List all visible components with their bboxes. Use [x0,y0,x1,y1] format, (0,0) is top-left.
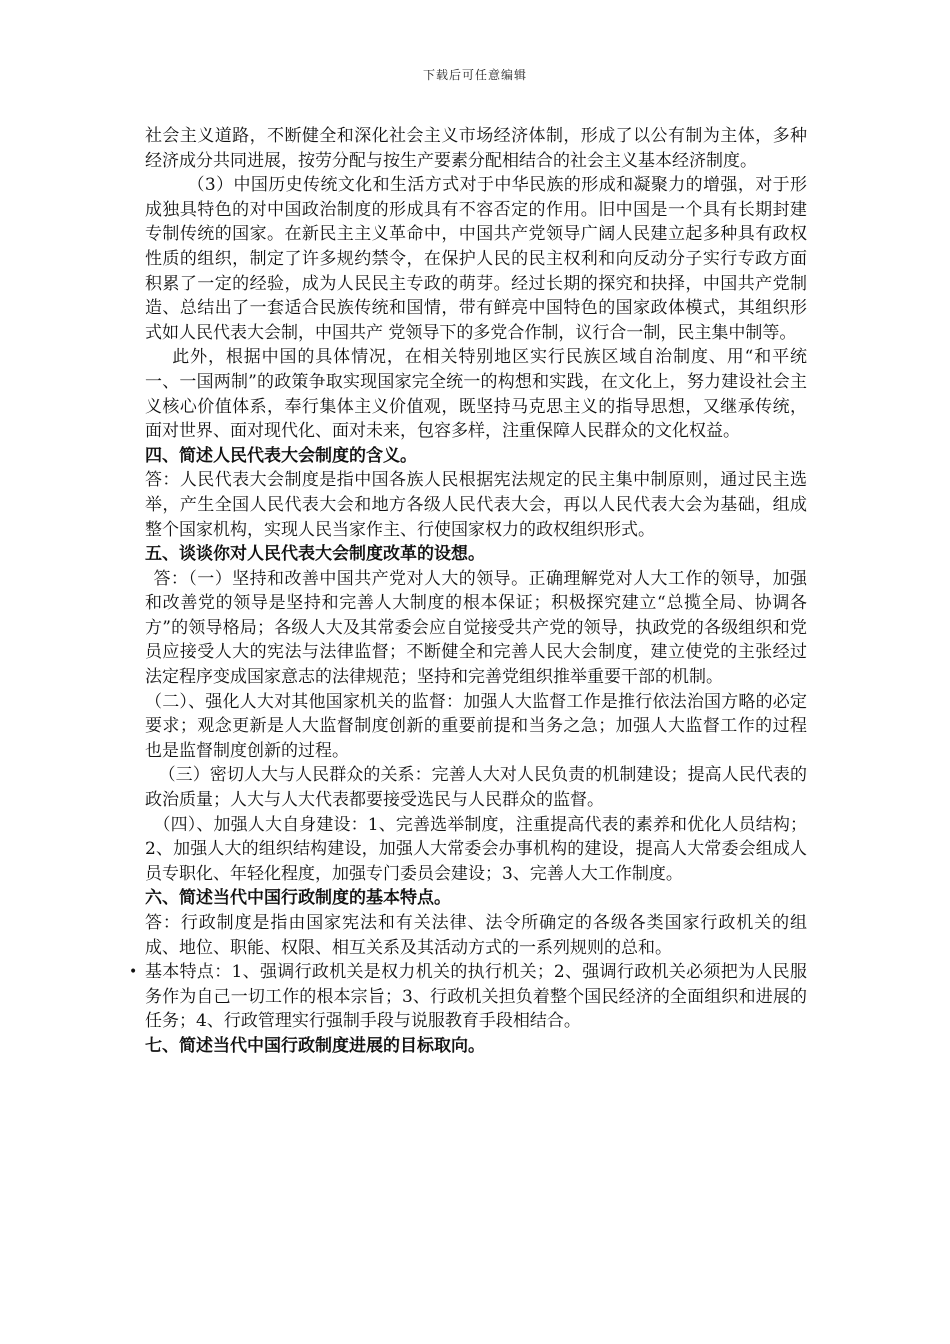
paragraph-section-3: （3）中国历史传统文化和生活方式对于中华民族的形成和凝聚力的增强，对于形成独具特色的对中国政治制度的形成具有不容否定的作用。旧中国是一个具有长期封建专制传统的国家。在新民主主义革命中，中国共产党领导广阔人民建立起多种具有政权性质的组织，制定了许多规约禁令，在保护人民的民主权利和向反动分子实行专政方面积累了一定的经验，成为人民民主专政的萌芽。经过长期的探究和抉择，中国共产党制造、总结出了一套适合民族传统和国情，带有鲜亮中国特色的国家政体模式，其组织形式如人民代表大会制，中国共产 党领导下的多党合作制，议行合一制，民主集中制等。 [145,175,807,343]
paragraph-besides: 此外，根据中国的具体情况，在相关特别地区实行民族区域自治制度、用“和平统一、一国两制”的政策争取实现国家完全统一的构想和实践，在文化上，努力建设社会主义核心价值体系，奉行集体主义价值观，既坚持马克思主义的指导思想，又继承传统，面对世界、面对现代化、面对未来，包容多样，注重保障人民群众的文化权益。 [145,347,807,442]
heading-question-6: 六、简述当代中国行政制度的基本特点。 [145,888,451,909]
paragraph-continuation: 社会主义道路，不断健全和深化社会主义市场经济体制，形成了以公有制为主体，多种经济成分共同进展，按劳分配与按生产要素分配相结合的社会主义基本经济制度。 [145,126,807,171]
bullet-item [129,960,807,1034]
heading-question-7: 七、简述当代中国行政制度进展的目标取向。 [145,1035,485,1056]
answer-question-6-definition: 答：行政制度是指由国家宪法和有关法律、法令所确定的各级各类国家行政机关的组成、地位、职能、权限、相互关系及其活动方式的一系列规则的总和。 [145,913,807,958]
answer-question-5-part-1: 答：（一）坚持和改善中国共产党对人大的领导。正确理解党对人大工作的领导，加强和改善党的领导是坚持和完善人大制度的根本保证；积极探究建立“总揽全局、协调各方”的领导格局；各级人大及其常委会应自觉接受共产党的领导，执政党的各级组织和党员应接受人大的宪法与法律监督；不断健全和完善人民大会制度，建立使党的主张经过法定程序变成国家意志的法律规范；坚持和完善党组织推举重要干部的机制。 [145,568,807,688]
answer-question-5-part-2: （二）、强化人大对其他国家机关的监督：加强人大监督工作是推行依法治国方略的必定要求；观念更新是人大监督制度创新的重要前提和当务之急；加强人大监督工作的过程也是监督制度创新的过程。 [145,691,807,761]
bullet-marker: • [129,964,138,981]
heading-question-4: 四、简述人民代表大会制度的含义。 [145,445,417,466]
answer-question-5-part-4: （四）、加强人大自身建设：1、完善选举制度，注重提高代表的素养和优化人员结构；2、加强人大的组织结构建设，加强人大常委会办事机构的建设，提高人大常委会组成人员专职化、年轻化程度，加强专门委员会建设；3、完善人大工作制度。 [145,814,807,884]
answer-question-6-features: 基本特点：1、强调行政机关是权力机关的执行机关；2、强调行政机关必须把为人民服务作为自己一切工作的根本宗旨；3、行政机关担负着整个国民经济的全面组织和进展的任务；4、行政管理实行强制手段与说服教育手段相结合。 [145,962,807,1032]
heading-question-5: 五、谈谈你对人民代表大会制度改革的设想。 [145,544,485,565]
answer-question-4: 答：人民代表大会制度是指中国各族人民根据宪法规定的民主集中制原则，通过民主选举，产生全国人民代表大会和地方各级人民代表大会，再以人民代表大会为基础，组成整个国家机构，实现人民当家作主、行使国家权力的政权组织形式。 [145,470,807,540]
answer-question-5-part-3: （三）密切人大与人民群众的关系：完善人大对人民负责的机制建设；提高人民代表的政治质量；人大与人大代表都要接受选民与人民群众的监督。 [145,765,807,811]
document-body [129,124,807,1059]
page-header: 下载后可任意编辑 [422,68,527,82]
